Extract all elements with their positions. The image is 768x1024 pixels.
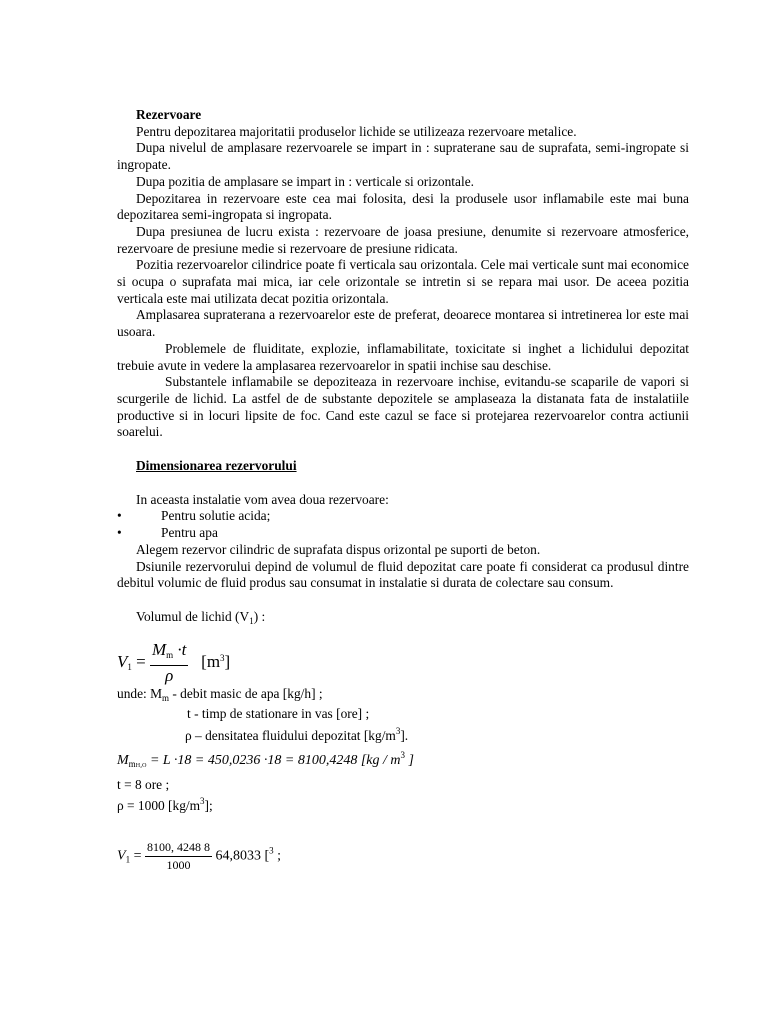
param-sup: 3 [200,796,205,807]
volume-label [117,609,689,630]
where-text-end: - debit masic de apa [kg/h] ; [169,685,323,701]
formula-volume [117,640,689,686]
numerator-rest: ·t [173,639,187,659]
formula-numerator: 8100, 4248 8 [145,839,212,857]
where-line-1 [117,686,689,707]
where-text: ρ – densitatea fluidului depozitat [kg/m [185,728,396,744]
where-sup: 3 [395,726,401,737]
paragraph: Amplasarea supraterana a rezervoarelor este de preferat, deoarece montarea si intretinerea lor este mai usoara. [117,307,689,340]
formula-rhs: = L ·18 = 450,0236 ·18 = 8100,4248 [kg / m [146,752,401,768]
paragraph: Problemele de fluiditate, explozie, inflamabilitate, toxicitate si inghet a lichidului depozitat trebuie avute in vedere la amplasarea rezervoarelor in spatii inchise sau deschise. [117,340,689,373]
formula-eq: = [133,848,142,864]
paragraph: Alegem rezervor cilindric de suprafata dispus orizontal pe suporti de beton. [136,541,541,557]
section-title-rezervoare: Rezervoare [136,107,202,122]
formula-result: 64,8033 [ [215,848,270,864]
where-text-end: ]. [400,728,409,744]
formula-lhs: V [117,848,126,864]
param-time: t = 8 ore ; [117,776,170,792]
where-sub: m [162,692,170,703]
formula-numerator [150,640,188,666]
paragraph: Dupa nivelul de amplasare rezervoarele se impart in : supraterane sau de suprafata, semi-ingropate si ingropate. [117,140,689,173]
list-item-text: Pentru solutie acida; [161,508,271,524]
formula-lhs: M [117,752,129,768]
param-text-end: ]; [204,798,213,814]
paragraph: Dupa presiunea de lucru exista : rezervoare de joasa presiune, denumite si rezervoare atmosferice, rezervoare de presiune medie si rezervoare de presiune ridicata. [117,223,689,256]
list-item [117,508,689,525]
where-line-3 [117,723,689,745]
list-item-text: Pentru apa [161,525,218,541]
section-title-text: Dimensionarea rezervorului [136,458,297,474]
formula-unit-end: ; [273,848,282,864]
formula-unit-close: ] [224,651,231,671]
formula-rhs-end: ] [405,752,414,768]
paragraph: Depozitarea in rezervoare este cea mai folosita, desi la produsele usor inflamabile este mai buna depozitarea semi-ingropata si ingropata. [117,190,689,223]
formula-rhs-sup: 3 [400,749,405,760]
formula-lhs-sub: 1 [125,854,131,865]
formula-lhs-sub: 1 [127,661,132,672]
paragraph: Dupa pozitia de amplasare se impart in : verticale si orizontale. [136,173,474,189]
formula-unit: [m [201,651,221,671]
where-line-2: t - timp de stationare in vas [ore] ; [187,706,370,722]
formula-unit-sup: 3 [220,652,225,663]
param-text: ρ = 1000 [kg/m [117,798,201,814]
formula-denominator: ρ [165,665,174,685]
formula-unit-sup: 3 [269,845,274,856]
param-density [117,793,689,815]
list-item [117,525,689,542]
formula-fraction [145,839,212,873]
formula-eq: = [136,651,146,671]
formula-volume-result [117,839,689,873]
volume-label-text: Volumul de lichid (V [136,608,250,624]
bullet-icon: • [117,525,122,541]
formula-fraction [150,640,188,686]
bullet-icon: • [117,508,122,524]
intro-line: In aceasta instalatie vom avea doua rezervoare: [136,491,389,507]
where-text: unde: M [117,685,163,701]
formula-mass-flow [117,747,689,775]
numerator-sub: m [166,649,174,660]
paragraph: Dsiunile rezervorului depind de volumul de fluid depozitat care poate fi considerat ca produsul dintre debitul volumic de fluid produs sau consumat in instalatie si durata de colectare sau consum. [117,558,689,591]
formula-denominator: 1000 [166,857,191,872]
paragraph: Substantele inflamabile se depoziteaza in rezervoare inchise, evitandu-se scaparile de vapori si scurgerile de lichid. La astfel de de substante depozitele se amplaseaza la distanata fata de instalatiile productive si in locuri lipsite de foc. Cand este cazul se face si protejarea rezervoarelor contra actiunii soarelui. [117,374,689,440]
formula-lhs-sub: m [128,758,136,769]
volume-label-sub: 1 [249,615,254,626]
document-body [117,107,689,873]
paragraph: Pozitia rezervoarelor cilindrice poate fi verticala sau orizontala. Cele mai verticale sunt mai economice si ocupa o suprafata mai mica, iar cele orizontale se intretin si se repara mai usor. De aceea pozitia verticala este mai utilizata decat pozitia orizontala. [117,257,689,306]
paragraph: Pentru depozitarea majoritatii produselor lichide se utilizeaza rezervoare metalice. [136,123,577,139]
numerator-symbol: M [151,639,167,659]
section-title-dimensionare [136,458,689,475]
formula-lhs: V [117,651,128,671]
volume-label-end: ) : [253,608,266,624]
formula-lhs-subsub: H₂O [135,762,147,769]
